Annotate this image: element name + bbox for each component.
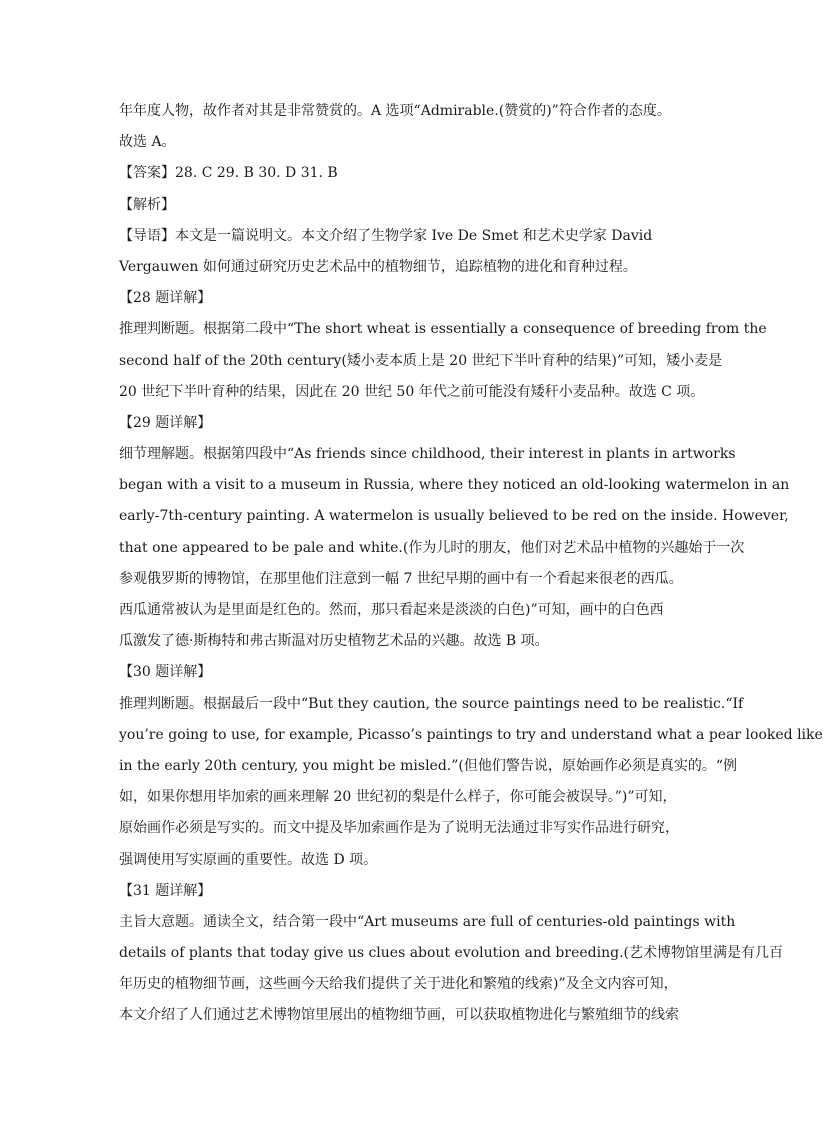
text-line: in the early 20th century, you might be misled.”(但他们警告说，原始画作必须是真实的。“例 bbox=[119, 757, 738, 774]
text-line: 强调使用写实原画的重要性。故选 D 项。 bbox=[119, 851, 378, 868]
text-line: second half of the 20th century(矮小麦本质上是 20 世纪下半叶育种的结果)”可知，矮小麦是 bbox=[119, 352, 723, 369]
document-page bbox=[119, 96, 823, 1032]
section-heading-31: 【31 题详解】 bbox=[119, 882, 212, 899]
text-line: 故选 A。 bbox=[119, 134, 176, 151]
text-line: 推理判断题。根据最后一段中“But they caution, the source paintings need to be realistic.“If bbox=[119, 695, 744, 712]
text-line: that one appeared to be pale and white.(作为儿时的朋友，他们对艺术品中植物的兴趣始于一次 bbox=[119, 539, 745, 556]
text-line: 年年度人物，故作者对其是非常赞赏的。A 选项“Admirable.(赞赏的)”符合作者的态度。 bbox=[119, 103, 671, 119]
analysis-heading: 【解析】 bbox=[119, 196, 175, 213]
text-line: details of plants that today give us clues about evolution and breeding.(艺术博物馆里满是有几百 bbox=[119, 945, 783, 962]
text-line: 本文介绍了人们通过艺术博物馆里展出的植物细节画，可以获取植物进化与繁殖细节的线索 bbox=[119, 1007, 679, 1024]
text-line: began with a visit to a museum in Russia, where they noticed an old-looking watermelon in an bbox=[119, 477, 790, 494]
text-line: 瓜激发了德·斯梅特和弗古斯温对历史植物艺术品的兴趣。故选 B 项。 bbox=[119, 633, 549, 650]
text-line: 细节理解题。根据第四段中“As friends since childhood, their interest in plants in artworks bbox=[119, 446, 736, 463]
answer-line: 【答案】28. C 29. B 30. D 31. B bbox=[119, 165, 338, 182]
section-heading-28: 【28 题详解】 bbox=[119, 290, 212, 307]
text-line: 推理判断题。根据第二段中“The short wheat is essentially a consequence of breeding from the bbox=[119, 321, 767, 338]
text-line: 参观俄罗斯的博物馆，在那里他们注意到一幅 7 世纪早期的画中有一个看起来很老的西瓜。 bbox=[119, 570, 683, 587]
text-line: early-7th-century painting. A watermelon is usually believed to be red on the inside. However, bbox=[119, 508, 789, 525]
text-line: 如，如果你想用毕加索的画来理解 20 世纪初的梨是什么样子，你可能会被误导。”)”可知， bbox=[119, 789, 677, 806]
section-heading-30: 【30 题详解】 bbox=[119, 664, 212, 681]
text-line: 20 世纪下半叶育种的结果，因此在 20 世纪 50 年代之前可能没有矮秆小麦品种。故选 C 项。 bbox=[119, 383, 705, 400]
section-heading-29: 【29 题详解】 bbox=[119, 414, 212, 431]
text-line: Vergauwen 如何通过研究历史艺术品中的植物细节，追踪植物的进化和育种过程。 bbox=[119, 258, 637, 275]
text-line: 年历史的植物细节画，这些画今天给我们提供了关于进化和繁殖的线索)”及全文内容可知， bbox=[119, 976, 678, 993]
text-line: 西瓜通常被认为是里面是红色的。然而，那只看起来是淡淡的白色)”可知，画中的白色西 bbox=[119, 602, 664, 618]
text-line: 【导语】本文是一篇说明文。本文介绍了生物学家 Ive De Smet 和艺术史学家 David bbox=[119, 227, 653, 244]
text-line: 主旨大意题。通读全文，结合第一段中“Art museums are full of centuries-old paintings with bbox=[119, 913, 736, 930]
text-line: you’re going to use, for example, Picasso’s paintings to try and understand what a pear looked like bbox=[119, 726, 823, 743]
text-line: 原始画作必须是写实的。而文中提及毕加索画作是为了说明无法通过非写实作品进行研究， bbox=[119, 820, 679, 837]
